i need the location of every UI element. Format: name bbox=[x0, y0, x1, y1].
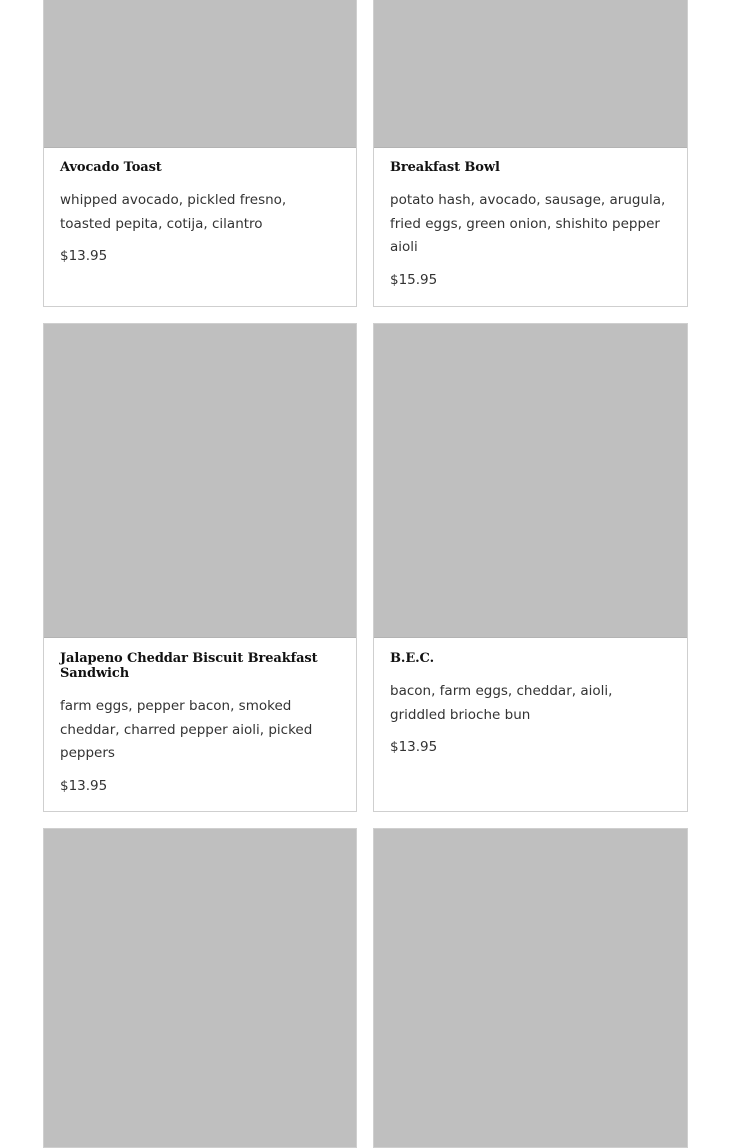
menu-item-price: $13.95 bbox=[60, 777, 108, 794]
menu-item-card[interactable] bbox=[373, 323, 688, 812]
menu-item-name: Avocado Toast bbox=[60, 160, 162, 175]
menu-item-name: B.E.C. bbox=[390, 651, 434, 666]
menu-item-details bbox=[390, 160, 671, 290]
menu-item-card[interactable] bbox=[373, 0, 688, 307]
menu-item-description: potato hash, avocado, sausage, arugula, fried eggs, green onion, shishito pepper aioli bbox=[390, 192, 666, 255]
menu-item-price: $13.95 bbox=[60, 248, 108, 264]
menu-item-image[interactable] bbox=[374, 0, 687, 148]
menu-item-card[interactable] bbox=[43, 0, 357, 307]
menu-item-image[interactable] bbox=[374, 324, 687, 638]
menu-item-details bbox=[390, 651, 671, 757]
menu-item-image[interactable] bbox=[44, 324, 356, 638]
menu-item-image[interactable] bbox=[44, 0, 356, 148]
menu-item-card[interactable] bbox=[373, 828, 688, 1148]
menu-item-description: farm eggs, pepper bacon, smoked cheddar, charred pepper aioli, picked peppers bbox=[60, 698, 313, 761]
menu-item-name: Breakfast Bowl bbox=[390, 160, 500, 175]
menu-item-card[interactable] bbox=[43, 828, 357, 1148]
menu-item-image[interactable] bbox=[374, 829, 687, 1148]
menu-item-price: $13.95 bbox=[390, 739, 438, 755]
menu-item-card[interactable] bbox=[43, 323, 357, 812]
menu-item-description: whipped avocado, pickled fresno, toasted pepita, cotija, cilantro bbox=[60, 192, 287, 232]
menu-item-price: $15.95 bbox=[390, 271, 438, 288]
menu-item-name: Jalapeno Cheddar Biscuit Breakfast Sandwich bbox=[60, 651, 318, 681]
menu-item-description: bacon, farm eggs, cheddar, aioli, griddled brioche bun bbox=[390, 683, 613, 723]
menu-item-image[interactable] bbox=[44, 829, 356, 1148]
menu-item-details bbox=[60, 160, 340, 266]
menu-item-details bbox=[60, 651, 340, 796]
